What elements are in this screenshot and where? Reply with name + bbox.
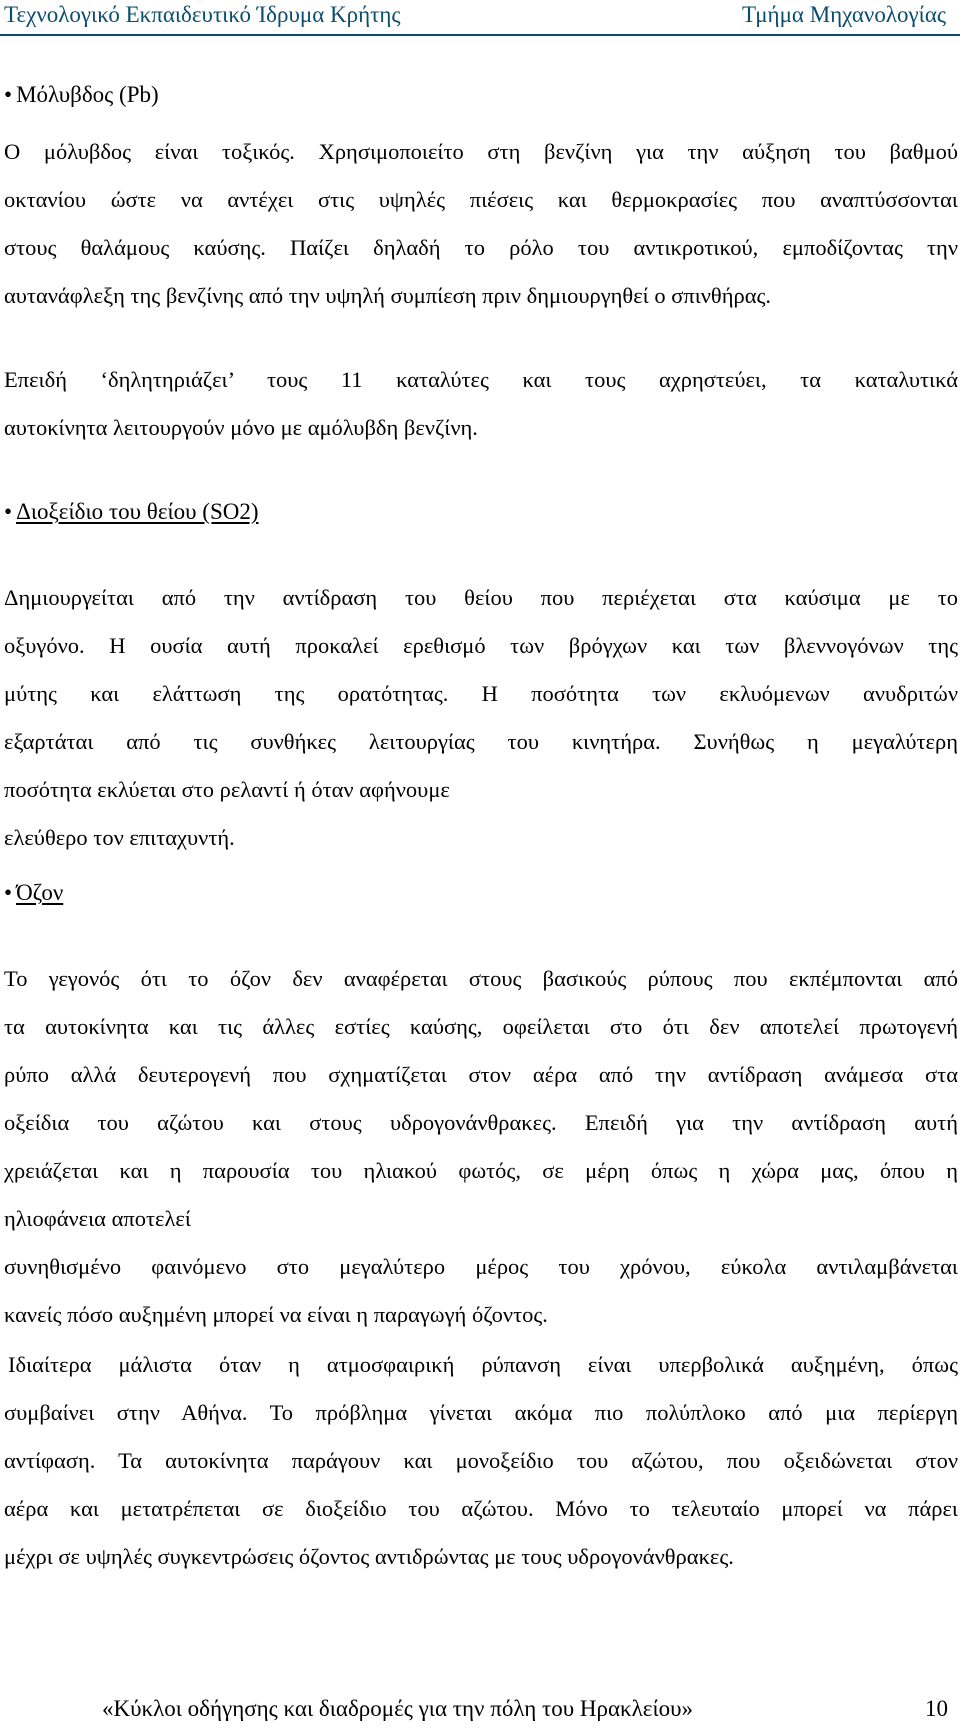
heading-lead <box>4 80 159 110</box>
heading-sulfur-dioxide-text: Διοξείδιο του θείου (SO2) <box>16 499 259 524</box>
text-line: οκτανίου ώστε να αντέχει στις υψηλές πιέσεις και θερμοκρασίες που αναπτύσσονται <box>4 187 958 212</box>
text-line: Δημιουργείται από την αντίδραση του θείου που περιέχεται στα καύσιμα με το <box>4 585 958 610</box>
text-line: μύτης και ελάττωση της ορατότητας. Η ποσότητα των εκλυόμενων ανυδριτών <box>4 681 958 706</box>
header-institution: Τεχνολογικό Εκπαιδευτικό Ίδρυμα Κρήτης <box>4 2 401 27</box>
paragraph-sulfur-dioxide <box>4 574 958 862</box>
paragraph-ozone-2 <box>4 1341 958 1581</box>
page-footer <box>0 1690 960 1734</box>
text-line: αντίφαση. Τα αυτοκίνητα παράγουν και μονοξείδιο του αζώτου, που οξειδώνεται στον <box>4 1448 958 1473</box>
paragraph-ozone-1 <box>4 955 958 1339</box>
bullet-icon: • <box>4 880 13 905</box>
text-line: κανείς πόσο αυξημένη μπορεί να είναι η παραγωγή όζοντος. <box>4 1302 548 1327</box>
text-line: Το γεγονός ότι το όζον δεν αναφέρεται στους βασικούς ρύπους που εκπέμπονται από <box>4 966 958 991</box>
page-number: 10 <box>925 1696 948 1721</box>
text-line: οξυγόνο. Η ουσία αυτή προκαλεί ερεθισμό των βρόγχων και των βλεννογόνων της <box>4 633 958 658</box>
text-line: συμβαίνει στην Αθήνα. Το πρόβλημα γίνεται ακόμα πιο πολύπλοκο από μια περίεργη <box>4 1400 958 1425</box>
text-line: Επειδή ‘δηλητηριάζει’ τους 11 καταλύτες και τους αχρηστεύει, τα καταλυτικά <box>4 367 958 392</box>
footer-title: «Κύκλοι οδήγησης και διαδρομές για την πόλη του Ηρακλείου» <box>102 1696 694 1721</box>
paragraph-lead-2 <box>4 356 958 452</box>
text-line: μέχρι σε υψηλές συγκεντρώσεις όζοντος αντιδρώντας με τους υδρογονάνθρακες. <box>4 1544 734 1569</box>
heading-lead-text: Μόλυβδος (Pb) <box>16 82 159 107</box>
text-line: αέρα και μετατρέπεται σε διοξείδιο του αζώτου. Μόνο το τελευταίο μπορεί να πάρει <box>4 1496 958 1521</box>
heading-ozone <box>4 878 63 908</box>
text-line: αυτοκίνητα λειτουργούν μόνο με αμόλυβδη βενζίνη. <box>4 415 478 440</box>
text-line: τα αυτοκίνητα και τις άλλες εστίες καύσης, οφείλεται στο ότι δεν αποτελεί πρωτογενή <box>4 1014 958 1039</box>
page-header <box>0 0 960 36</box>
bullet-icon: • <box>4 499 13 524</box>
text-line: Ο μόλυβδος είναι τοξικός. Χρησιμοποιείτο στη βενζίνη για την αύξηση του βαθμού <box>4 139 958 164</box>
text-line: στους θαλάμους καύσης. Παίζει δηλαδή το ρόλο του αντικροτικού, εμποδίζοντας την <box>4 235 958 260</box>
bullet-icon: • <box>4 82 13 107</box>
text-line: ποσότητα εκλύεται στο ρελαντί ή όταν αφήνουμε <box>4 777 450 802</box>
text-line: ελεύθερο τον επιταχυντή. <box>4 825 235 850</box>
text-line: οξείδια του αζώτου και στους υδρογονάνθρακες. Επειδή για την αντίδραση αυτή <box>4 1110 958 1135</box>
text-line: ηλιοφάνεια αποτελεί <box>4 1206 191 1231</box>
paragraph-lead-1 <box>4 128 958 320</box>
heading-sulfur-dioxide <box>4 497 259 527</box>
heading-ozone-text: Όζον <box>16 880 64 905</box>
text-line: συνηθισμένο φαινόμενο στο μεγαλύτερο μέρος του χρόνου, εύκολα αντιλαμβάνεται <box>4 1254 958 1279</box>
text-line: χρειάζεται και η παρουσία του ηλιακού φωτός, σε μέρη όπως η χώρα μας, όπου η <box>4 1158 958 1183</box>
header-rule <box>0 34 960 36</box>
header-department: Τμήμα Μηχανολογίας <box>742 2 946 27</box>
text-line: αυτανάφλεξη της βενζίνης από την υψηλή συμπίεση πριν δημιουργηθεί ο σπινθήρας. <box>4 283 772 308</box>
text-line: ρύπο αλλά δευτερογενή που σχηματίζεται στον αέρα από την αντίδραση ανάμεσα στα <box>4 1062 958 1087</box>
text-line: εξαρτάται από τις συνθήκες λειτουργίας του κινητήρα. Συνήθως η μεγαλύτερη <box>4 729 958 754</box>
text-line: Ιδιαίτερα μάλιστα όταν η ατμοσφαιρική ρύπανση είναι υπερβολικά αυξημένη, όπως <box>8 1352 958 1377</box>
